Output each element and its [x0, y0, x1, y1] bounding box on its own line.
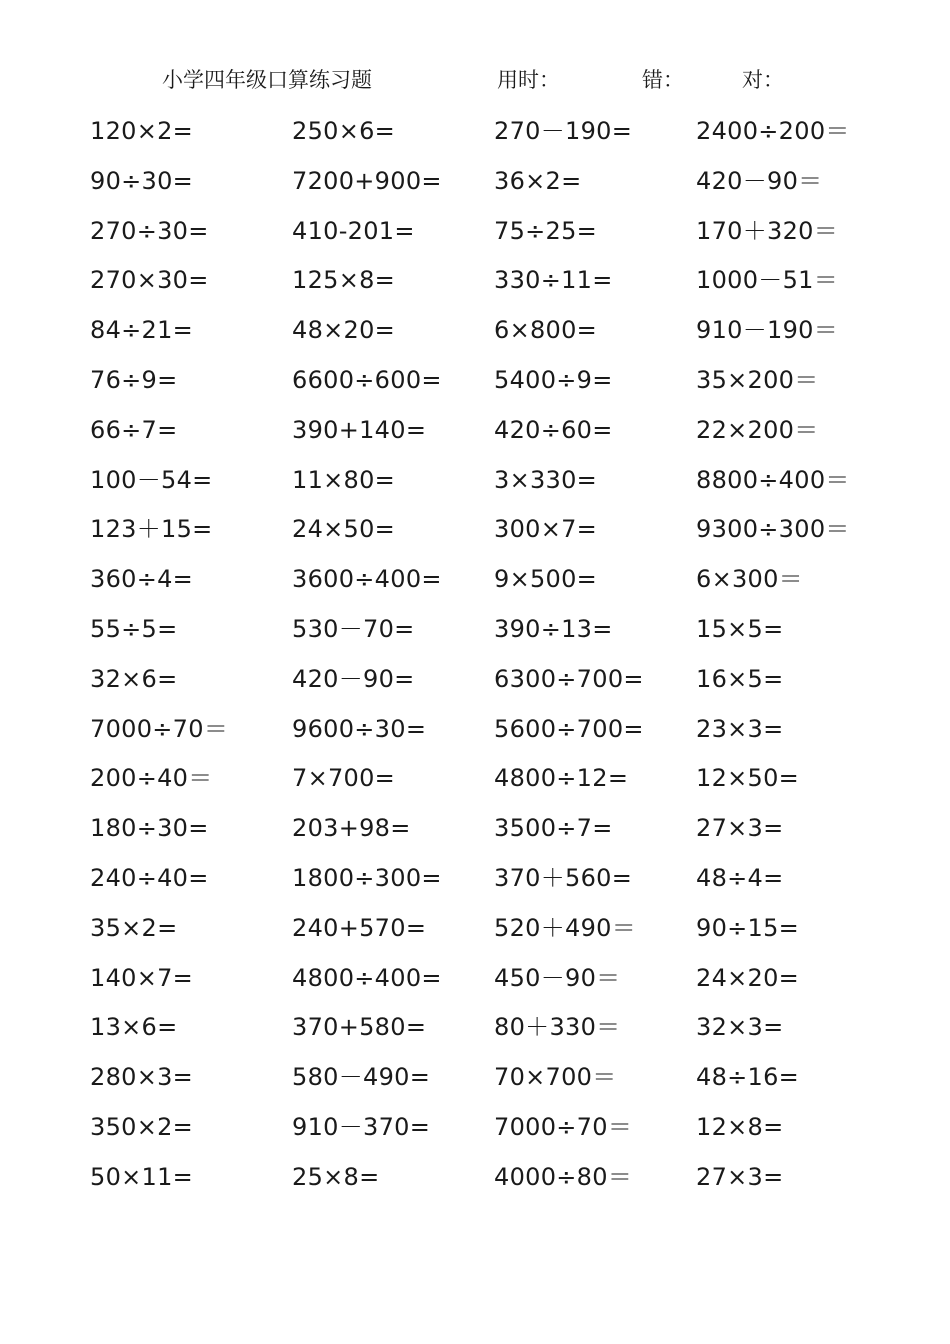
- arithmetic-problem: 370+580=: [292, 1013, 427, 1042]
- arithmetic-problem: 22×200＝: [696, 415, 819, 444]
- arithmetic-problem: 50×11=: [90, 1162, 194, 1191]
- arithmetic-problem: 80＋330＝: [494, 1013, 621, 1042]
- arithmetic-problem: 6600÷600=: [292, 365, 442, 394]
- arithmetic-problem: 11×80=: [292, 465, 396, 494]
- arithmetic-problem: 125×8=: [292, 266, 396, 295]
- arithmetic-problem: 84÷21=: [90, 316, 194, 345]
- arithmetic-problem: 123＋15=: [90, 515, 213, 544]
- arithmetic-problem: 12×50=: [696, 764, 800, 793]
- arithmetic-problem: 350×2=: [90, 1112, 194, 1141]
- arithmetic-problem: 240÷40=: [90, 863, 209, 892]
- arithmetic-problem: 410-201=: [292, 216, 415, 245]
- arithmetic-problem: 270×30=: [90, 266, 209, 295]
- arithmetic-problem: 420－90＝: [696, 166, 823, 195]
- arithmetic-problem: 27×3=: [696, 814, 784, 843]
- arithmetic-problem: 1800÷300=: [292, 863, 442, 892]
- arithmetic-problem: 200÷40＝: [90, 764, 213, 793]
- arithmetic-problem: 7×700=: [292, 764, 396, 793]
- arithmetic-problem: 100－54=: [90, 465, 213, 494]
- wrong-count-label: 错：: [642, 68, 684, 92]
- arithmetic-problem: 4800÷400=: [292, 963, 442, 992]
- arithmetic-problem: 180÷30=: [90, 814, 209, 843]
- arithmetic-problem: 70×700＝: [494, 1063, 617, 1092]
- arithmetic-problem: 32×6=: [90, 664, 178, 693]
- arithmetic-problem: 76÷9=: [90, 365, 178, 394]
- arithmetic-problem: 13×6=: [90, 1013, 178, 1042]
- arithmetic-problem: 1000－51＝: [696, 266, 839, 295]
- arithmetic-problem: 370＋560=: [494, 863, 633, 892]
- arithmetic-problem: 27×3=: [696, 1162, 784, 1191]
- arithmetic-problem: 24×50=: [292, 515, 396, 544]
- arithmetic-problem: 16×5=: [696, 664, 784, 693]
- arithmetic-problem: 270÷30=: [90, 216, 209, 245]
- arithmetic-problem: 6×300＝: [696, 565, 803, 594]
- arithmetic-problem: 6×800=: [494, 316, 598, 345]
- arithmetic-problem: 910－190＝: [696, 316, 839, 345]
- arithmetic-problem: 48×20=: [292, 316, 396, 345]
- arithmetic-problem: 450－90＝: [494, 963, 621, 992]
- arithmetic-problem: 250×6=: [292, 117, 396, 145]
- arithmetic-problem: 35×2=: [90, 913, 178, 942]
- correct-count-label: 对：: [742, 68, 784, 92]
- arithmetic-problem: 3500÷7=: [494, 814, 613, 843]
- arithmetic-problem: 25×8=: [292, 1162, 380, 1191]
- arithmetic-problem: 530－70=: [292, 614, 415, 643]
- arithmetic-problem: 240+570=: [292, 913, 427, 942]
- arithmetic-problem: 580－490=: [292, 1063, 431, 1092]
- arithmetic-problem: 120×2=: [90, 117, 194, 145]
- arithmetic-problem: 8800÷400＝: [696, 465, 850, 494]
- arithmetic-problem: 90÷30=: [90, 166, 194, 195]
- time-used-label: 用时：: [497, 68, 560, 92]
- arithmetic-problem: 9300÷300＝: [696, 515, 850, 544]
- arithmetic-problem: 32×3=: [696, 1013, 784, 1042]
- arithmetic-problem: 48÷16=: [696, 1063, 800, 1092]
- arithmetic-problem: 5600÷700=: [494, 714, 644, 743]
- arithmetic-problem: 280×3=: [90, 1063, 194, 1092]
- arithmetic-problem: 75÷25=: [494, 216, 598, 245]
- arithmetic-problem: 520＋490＝: [494, 913, 637, 942]
- arithmetic-problem: 66÷7=: [90, 415, 178, 444]
- arithmetic-problem: 4800÷12=: [494, 764, 629, 793]
- arithmetic-problem: 5400÷9=: [494, 365, 613, 394]
- arithmetic-problem: 9×500=: [494, 565, 598, 594]
- worksheet-header: [0, 64, 950, 98]
- arithmetic-problem: 9600÷30=: [292, 714, 427, 743]
- arithmetic-problem: 300×7=: [494, 515, 598, 544]
- arithmetic-problem: 4000÷80＝: [494, 1162, 633, 1191]
- arithmetic-problem: 55÷5=: [90, 614, 178, 643]
- arithmetic-problem: 35×200＝: [696, 365, 819, 394]
- arithmetic-problem: 3600÷400=: [292, 565, 442, 594]
- arithmetic-problem: 390÷13=: [494, 614, 613, 643]
- arithmetic-problem: 420÷60=: [494, 415, 613, 444]
- arithmetic-problem: 3×330=: [494, 465, 598, 494]
- arithmetic-problem: 7200+900=: [292, 166, 442, 195]
- arithmetic-problem: 23×3=: [696, 714, 784, 743]
- arithmetic-problem: 36×2=: [494, 166, 582, 195]
- arithmetic-problem: 7000÷70＝: [90, 714, 229, 743]
- arithmetic-problem: 2400÷200＝: [696, 117, 850, 145]
- arithmetic-problem: 203+98=: [292, 814, 411, 843]
- problem-grid: [90, 112, 910, 1208]
- arithmetic-problem: 330÷11=: [494, 266, 613, 295]
- arithmetic-problem: 910－370=: [292, 1112, 431, 1141]
- arithmetic-problem: 12×8=: [696, 1112, 784, 1141]
- arithmetic-problem: 360÷4=: [90, 565, 194, 594]
- arithmetic-problem: 170＋320＝: [696, 216, 839, 245]
- arithmetic-problem: 390+140=: [292, 415, 427, 444]
- arithmetic-problem: 90÷15=: [696, 913, 800, 942]
- arithmetic-problem: 7000÷70＝: [494, 1112, 633, 1141]
- arithmetic-problem: 24×20=: [696, 963, 800, 992]
- arithmetic-problem: 15×5=: [696, 614, 784, 643]
- worksheet-title: 小学四年级口算练习题: [162, 68, 372, 92]
- arithmetic-problem: 6300÷700=: [494, 664, 644, 693]
- arithmetic-problem: 270－190=: [494, 117, 633, 145]
- arithmetic-problem: 420－90=: [292, 664, 415, 693]
- arithmetic-problem: 140×7=: [90, 963, 194, 992]
- arithmetic-problem: 48÷4=: [696, 863, 784, 892]
